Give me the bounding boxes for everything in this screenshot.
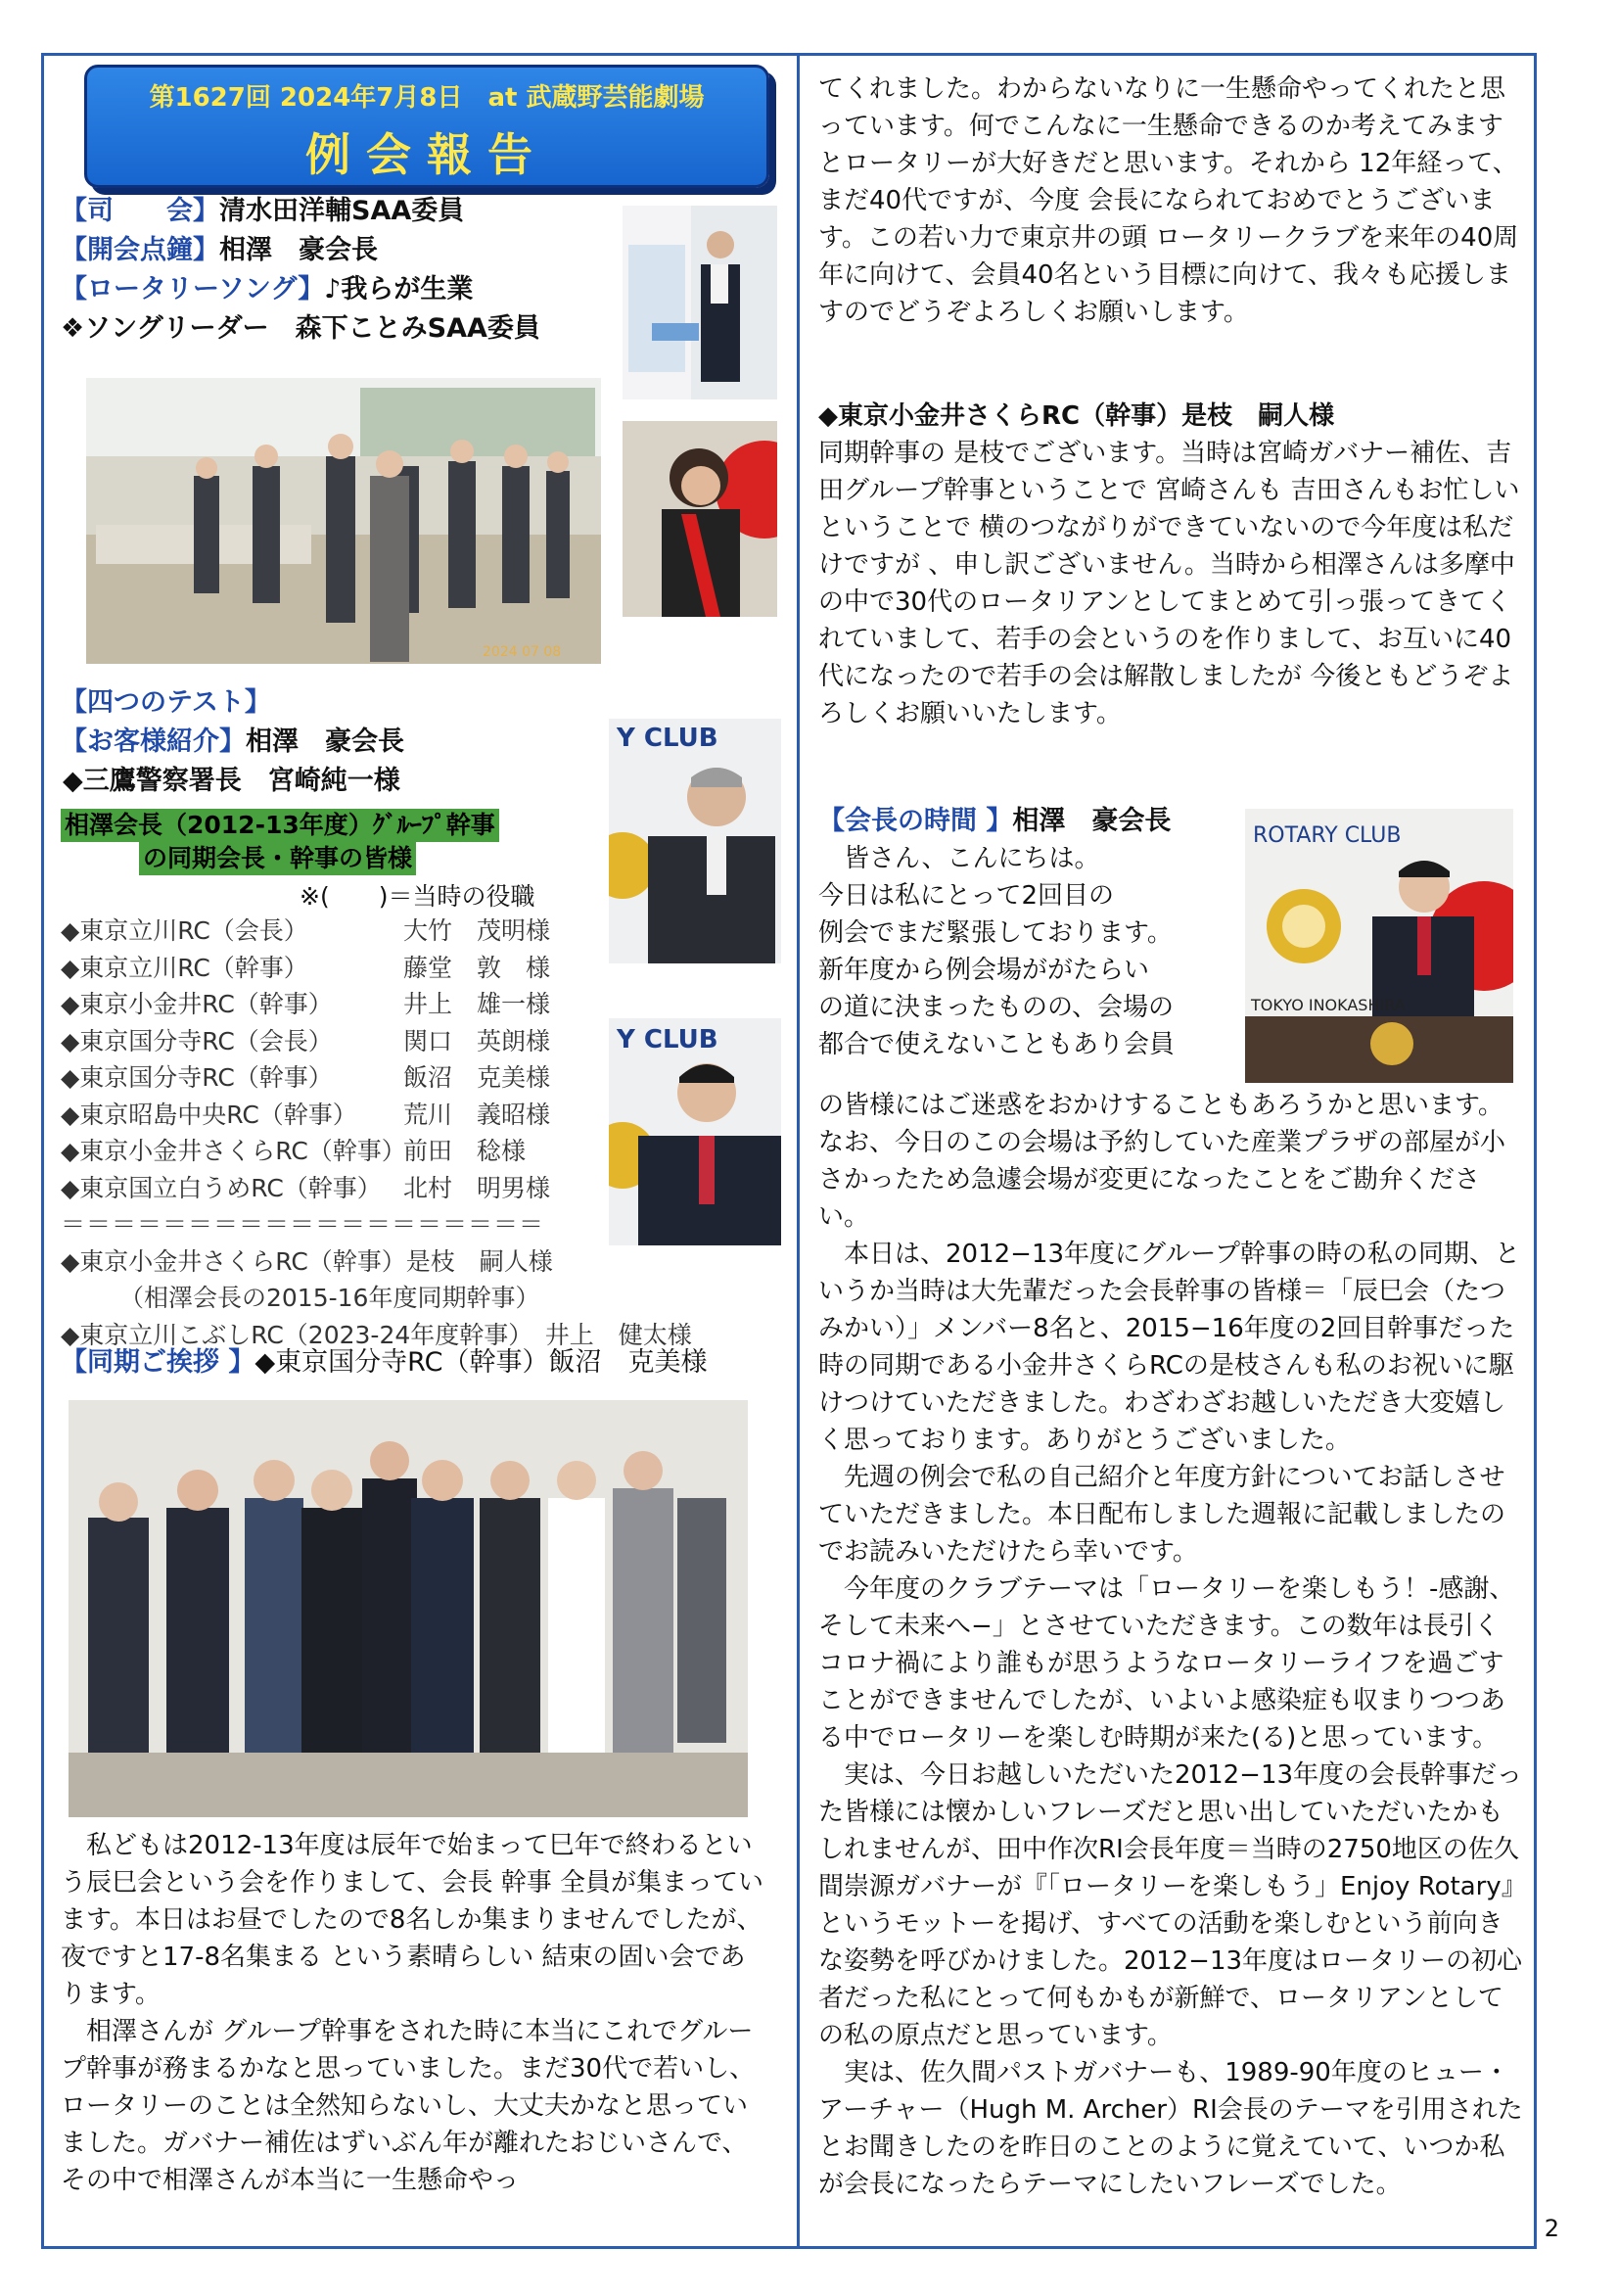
photo-president [1245, 809, 1513, 1083]
photo-guest-speaker [609, 719, 781, 963]
role-song: 【ロータリーソング】♪我らが生業 [61, 274, 474, 305]
column-divider [797, 53, 800, 2249]
paragraph: 本日は、2012−13年度にグループ幹事の時の私の同期、というか当時は大先輩だった会長幹事の皆様＝「辰巳会（たつみかい）」メンバー8名と、2015−16年度の2回目幹事だった時の同期である小金井さくらRCの是枝さんも私のお祝いに駆けつけていただきました。わざわざお越しいただき大変嬉しく思っております。ありがとうございました。 [818, 1240, 1520, 1455]
green-banner: 相澤会長（2012-13年度）ｸﾞﾙｰﾌﾟ幹事 の同期会長・幹事の皆様 [61, 809, 550, 875]
report-banner [84, 65, 769, 188]
photo-group [69, 1400, 748, 1817]
rotary-sign: ROTARY CLUB [1253, 823, 1402, 848]
separator-line: ＝＝＝＝＝＝＝＝＝＝＝＝＝＝＝＝＝＝＝ [61, 1210, 545, 1239]
paragraph: 実は、佐久間パストガバナーも、1989-90年度のヒュー・アーチャー（Hugh M. Archer）RI会長のテーマを引用されたとお聞きしたのを昨日のことのように覚えていて、いつか私が会長になったらテーマにしたいフレーズでした。 [818, 2058, 1523, 2199]
guest-main: ◆三鷹警察署長 宮崎純一様 [63, 766, 400, 796]
photo-greeting-speaker [609, 1018, 781, 1245]
page-number: 2 [1544, 2215, 1559, 2242]
guest-row: ◆東京国分寺RC（会長） 関口 英朗様 [61, 1026, 551, 1055]
tokyo-sign: TOKYO INOKASHIRA [1251, 996, 1406, 1014]
role-mc: 【司 会】清水田洋輔SAA委員 [61, 196, 465, 226]
paragraph: 先週の例会で私の自己紹介と年度方針についてお話しさせていただきました。本日配布しました週報に記載しましたのでお読みいただけたら幸いです。 [818, 1463, 1506, 1567]
paragraph: の皆様にはご迷惑をおかけすることもあろうかと思います。なお、今日のこの会場は予約していた産業プラザの部屋が小さかったため急遽会場が変更になったことをご勘弁ください。 [818, 1091, 1506, 1232]
opening-roles [61, 192, 609, 349]
guest-row: ◆東京小金井RC（幹事） 井上 雄一様 [61, 990, 551, 1018]
banner-date-line: 第1627回 2024年7月8日 at 武蔵野芸能劇場 [149, 83, 705, 113]
guest-extra-kobushi: ◆東京立川こぶしRC（2023-24年度幹事） 井上 健太様 [61, 1320, 692, 1349]
photo-date-stamp: 2024 07 08 [483, 644, 562, 660]
left-body-text [61, 1827, 765, 2199]
guest-section [61, 683, 609, 801]
paragraph: 同期幹事の 是枝でございます。当時は宮崎ガバナー補佐、吉田グループ幹事ということで 宮崎さんも 吉田さんもお忙しいということで 横のつながりができていないので今年度は私だけですが 、申し訳ございません。当時から相澤さんは多摩中の中で30代のロータリアンとしてまとめて引っ張ってきてくれていまして、若手の会というのを作りまして、お互いに40代になったので若手の会は解散しましたが 今後ともどうぞよろしくお願いいたします。 [818, 439, 1520, 728]
paragraph: 実は、今日お越しいただいた2012−13年度の会長幹事だった皆様には懐かしいフレーズだと思い出していただいたかもしれませんが、田中作次RI会長年度＝当時の2750地区の佐久間崇源ガバナーが『「ロータリーを楽しもう」Enjoy Rotary』というモットーを掲げ、すべての活動を楽しむという前向きな姿勢を呼びかけました。2012−13年度はロータリーの初心者だった私にとって何もかもが新鮮で、ロータリアンとしての私の原点だと思っています。 [818, 1760, 1523, 2050]
guest-row: ◆東京国立白うめRC（幹事） 北村 明男様 [61, 1173, 551, 1202]
guest-row: ◆東京小金井さくらRC（幹事） 前田 稔様 [61, 1137, 527, 1165]
photo-members-standing [86, 378, 601, 664]
four-tests-heading: 【四つのテスト】 [61, 687, 271, 718]
song-leader: ❖ソングリーダー 森下ことみSAA委員 [61, 313, 540, 344]
photo-song-leader [623, 421, 777, 617]
guest-extra-sakura: ◆東京小金井さくらRC（幹事）是枝 嗣人様 [61, 1246, 553, 1276]
paragraph: 相澤さんが グループ幹事をされた時に本当にこれでグループ幹事が務まるかなと思っていました。まだ30代で若いし、ロータリーのことは全然知らないし、大丈夫かなと思っていました。ガバナー補佐はずいぶん年が離れたおじいさんで、その中で相澤さんが本当に一生懸命やっ [61, 2017, 756, 2195]
sakura-section [818, 398, 1523, 732]
guest-row: ◆東京立川RC（幹事） 藤堂 敦 様 [61, 953, 551, 982]
banner-title: 例会報告 [305, 128, 548, 181]
guest-row: ◆東京昭島中央RC（幹事） 荒川 義昭様 [61, 1100, 551, 1129]
role-bell: 【開会点鐘】相澤 豪会長 [61, 235, 378, 265]
club-sign: Y CLUB [617, 1025, 718, 1054]
guest-extra-sakura-note: （相澤会長の2015-16年度同期幹事） [119, 1284, 540, 1312]
guest-row: ◆東京立川RC（会長） 大竹 茂明様 [61, 916, 551, 945]
president-body [818, 1087, 1523, 2203]
guest-intro-heading: 【お客様紹介】相澤 豪会長 [61, 726, 404, 757]
paragraph: 今年度のクラブテーマは「ロータリーを楽しもう！-感謝、そして未来へ−」とさせていただきます。この数年は長引くコロナ禍により誰もが思うようなロータリーライフを過ごすことができませんでしたが、いよいよ感染症も収まりつつある中でロータリーを楽しむ時期が来た(る)と思っています。 [818, 1574, 1515, 1753]
club-sign: Y CLUB [617, 724, 718, 753]
right-body-top [818, 70, 1523, 331]
paragraph: 私どもは2012-13年度は辰年で始まって巳年で終わるという辰巳会という会を作りまして、会長 幹事 全員が集まっています。本日はお昼でしたので8名しか集まりませんでしたが、夜ですと17-8名集まる という素晴らしい 結束の固い会であります。 [61, 1831, 764, 2009]
greeting-heading: 【同期ご挨拶 】◆東京国分寺RC（幹事）飯沼 克美様 [61, 1347, 708, 1378]
role-note: ※( )＝当時の役職 [300, 882, 535, 911]
guest-row: ◆東京国分寺RC（幹事） 飯沼 克美様 [61, 1063, 551, 1092]
paragraph: てくれました。わからないなりに一生懸命やってくれたと思っています。何でこんなに一生懸命できるのか考えてみますとロータリーが大好きだと思います。それから 12年経って、まだ40代ですが、今度 会長になられておめでとうございます。この若い力で東京井の頭 ロータリークラブを来年の40周年に向けて、会員40名という目標に向けて、我々も応援しますのでどうぞよろしくお願いします。 [818, 74, 1519, 327]
photo-bell-speaker [623, 206, 777, 399]
president-section: 【会長の時間 】相澤 豪会長 皆さん、こんにちは。 今日は私にとって2回目の 例会でまだ緊張しております。 新年度から例会場ががたらい の道に決まったものの、会場の 都合で使えないこともあり会員 [818, 806, 1176, 1059]
sakura-heading: ◆東京小金井さくらRC（幹事）是枝 嗣人様 [818, 401, 1335, 431]
